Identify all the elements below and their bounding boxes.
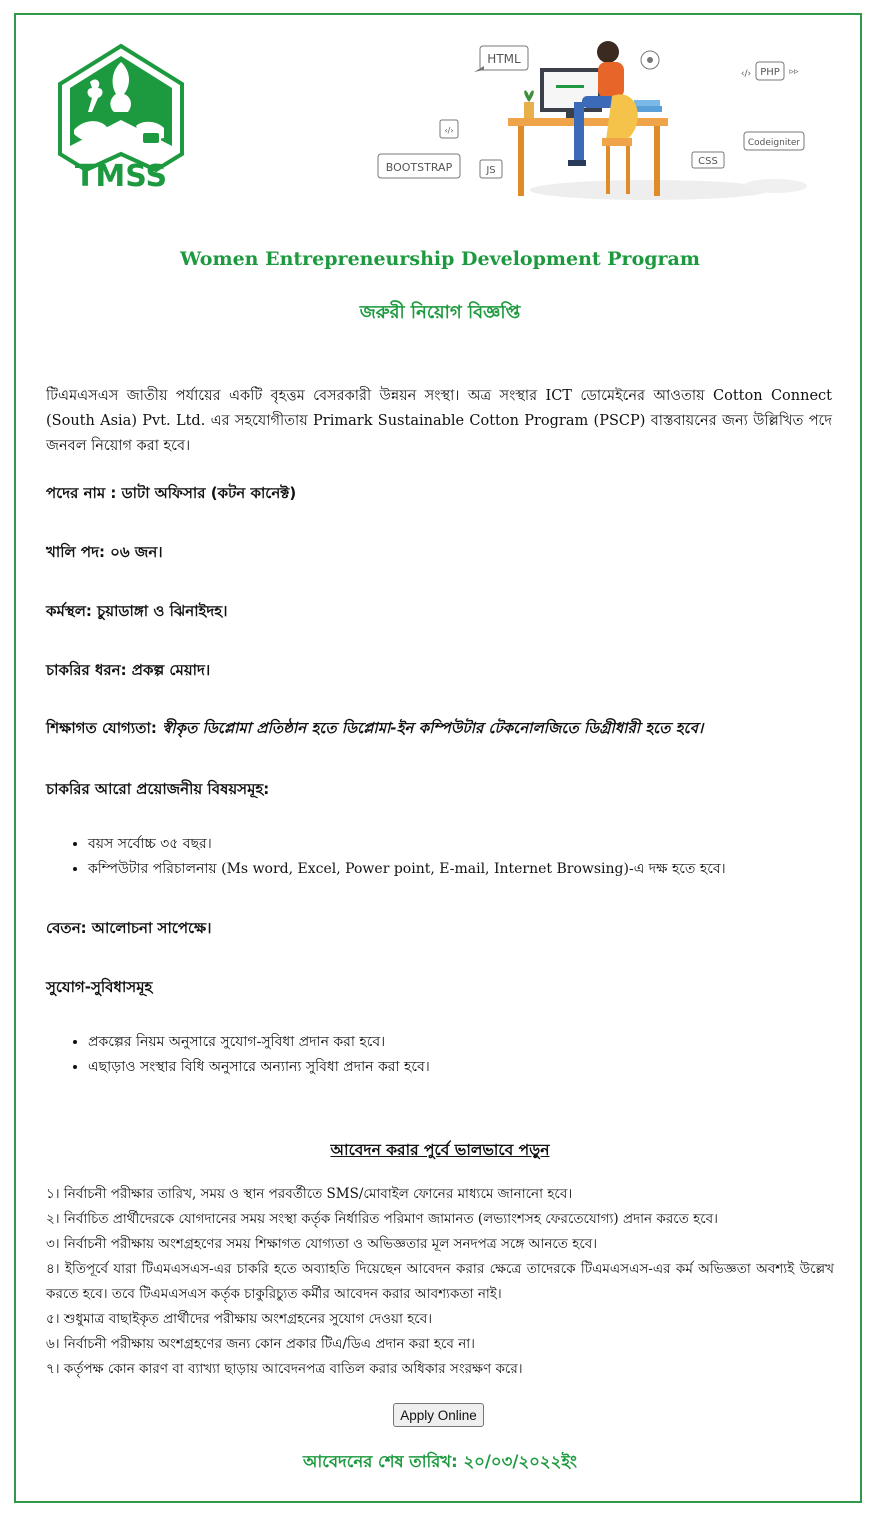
post-name: পদের নাম : ডাটা অফিসার (কটন কানেক্ট) — [46, 484, 297, 502]
apply-online-button[interactable]: Apply Online — [393, 1403, 484, 1427]
list-item: • এছাড়াও সংস্থার বিধি অনুসারে অন্যান্য সুবিধা প্রদান করা হবে। — [88, 1055, 878, 1080]
vacancy: খালি পদ: ০৬ জন। — [46, 543, 163, 561]
list-item: • কম্পিউটার পরিচালনায় (Ms word, Excel, Power point, E-mail, Internet Browsing)-এ দক্ষ হতে হবে। — [88, 857, 878, 882]
education-label: শিক্ষাগত যোগ্যতা: — [46, 719, 157, 737]
svg-text:▹▹: ▹▹ — [789, 67, 799, 77]
developer-illustration — [370, 30, 820, 210]
requirements-list — [46, 832, 878, 882]
requirements-heading: চাকরির আরো প্রয়োজনীয় বিষয়সমূহ: — [46, 780, 270, 798]
tag-php: PHP — [760, 67, 780, 78]
instruction-item: ১। নির্বাচনী পরীক্ষার তারিখ, সময় ও স্থান পরবর্তীতে SMS/মোবাইল ফোনের মাধ্যমে জানানো হবে। — [46, 1186, 573, 1202]
svg-text:‹/›: ‹/› — [444, 126, 454, 135]
tag-bootstrap: BOOTSTRAP — [385, 161, 453, 174]
instruction-item: ৭। কর্তৃপক্ষ কোন কারণ বা ব্যাখ্যা ছাড়ায় আবেদনপত্র বাতিল করার অধিকার সংরক্ষণ করে। — [46, 1361, 523, 1377]
list-item: • প্রকল্পের নিয়ম অনুসারে সুযোগ-সুবিধা প্রদান করা হবে। — [88, 1030, 878, 1055]
tag-css: CSS — [698, 156, 718, 167]
work-location: কর্মস্থল: চুয়াডাঙ্গা ও ঝিনাইদহ। — [46, 602, 228, 620]
instruction-item: ৪। ইতিপূর্বে যারা টিএমএসএস-এর চাকরি হতে অব্যাহতি দিয়েছেন আবেদন করার ক্ষেত্রে তাদেরকে টিএমএসএস-এর কর্ম অভিজ্ঞতা অবশ্যই উল্লেখ করতে হবে। তবে টিএমএসএস কর্তৃক চাকুরিচ্যুত কর্মীর আবেদন করার আবশ্যকতা নাই। — [46, 1261, 834, 1302]
application-deadline: আবেদনের শেষ তারিখ: ২০/০৩/২০২২ইং — [302, 1452, 578, 1471]
intro-paragraph: টিএমএসএস জাতীয় পর্যায়ের একটি বৃহত্তম বেসরকারী উন্নয়ন সংস্থা। অত্র সংস্থার ICT ডোমেইনের আওতায় Cotton Connect (South Asia) Pvt. Ltd. এর সহযোগীতায় Primark Sustainable Cotton Program (PSCP) বাস্তবায়নের জন্য উল্লিখিত পদে জনবল নিয়োগ করা হবে। — [46, 388, 832, 454]
program-title: Women Entrepreneurship Development Program — [180, 248, 700, 270]
education-value: স্বীকৃত ডিপ্লোমা প্রতিষ্ঠান হতে ডিপ্লোমা-ইন কম্পিউটার টেকনোলজিতে ডিগ্রীধারী হতে হবে। — [162, 719, 704, 737]
logo-text: TMSS — [74, 159, 168, 192]
tag-html: HTML — [487, 52, 521, 66]
tag-js: JS — [486, 165, 496, 176]
education-requirement — [46, 717, 836, 742]
instructions-list — [46, 1182, 834, 1382]
benefits-heading: সুযোগ-সুবিধাসমূহ — [46, 978, 153, 996]
instruction-item: ২। নির্বাচিত প্রার্থীদেরকে যোগদানের সময় সংস্থা কর্তৃক নির্ধারিত পরিমাণ জামানত (লভ্যাংশসহ ফেরতেযোগ্য) প্রদান করতে হবে। — [46, 1211, 718, 1227]
read-before-heading: আবেদন করার পুর্বে ভালভাবে পড়ুন — [330, 1141, 550, 1159]
tag-codeigniter: Codeigniter — [747, 138, 801, 148]
benefits-list — [46, 1030, 878, 1080]
notice-title: জরুরী নিয়োগ বিজ্ঞপ্তি — [359, 302, 521, 323]
tmss-logo — [52, 42, 190, 192]
svg-text:‹/›: ‹/› — [740, 69, 752, 79]
salary: বেতন: আলোচনা সাপেক্ষে। — [46, 919, 212, 937]
instruction-item: ৫। শুধুমাত্র বাছাইকৃত প্রার্থীদের পরীক্ষায় অংশগ্রহনের সুযোগ দেওয়া হবে। — [46, 1311, 433, 1327]
list-item: • বয়স সর্বোচ্চ ৩৫ বছর। — [88, 832, 878, 857]
instruction-item: ৩। নির্বাচনী পরীক্ষায় অংশগ্রহণের সময় শিক্ষাগত যোগ্যতা ও অভিজ্ঞতার মূল সনদপত্র সঙ্গে আনতে হবে। — [46, 1236, 598, 1252]
instruction-item: ৬। নির্বাচনী পরীক্ষায় অংশগ্রহণের জন্য কোন প্রকার টিএ/ডিএ প্রদান করা হবে না। — [46, 1336, 475, 1352]
job-type: চাকরির ধরন: প্রকল্প মেয়াদ। — [46, 661, 211, 679]
